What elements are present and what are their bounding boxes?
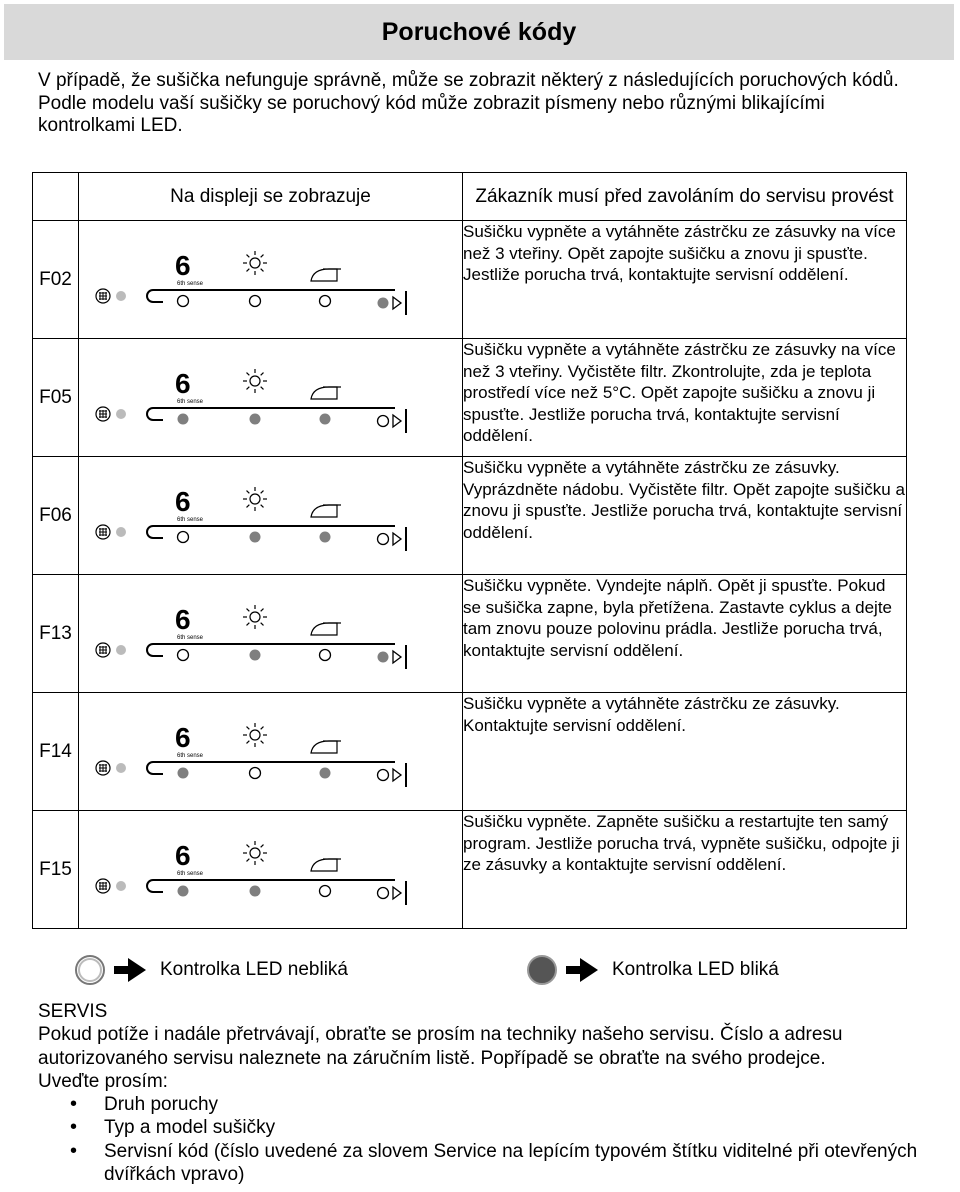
panel-led (178, 295, 189, 306)
sun-icon (243, 251, 267, 275)
start-led (378, 297, 389, 308)
sun-icon (243, 369, 267, 393)
service-heading: SERVIS (38, 1001, 108, 1022)
table-row (33, 811, 907, 929)
sixth-sense-icon (175, 604, 204, 641)
error-codes-table (32, 172, 907, 929)
play-icon (393, 887, 401, 899)
panel-led (178, 413, 189, 424)
table-row (33, 339, 907, 457)
svg-text:6: 6 (175, 367, 191, 399)
panel-led (178, 767, 189, 778)
panel-led (178, 531, 189, 542)
error-code: F02 (33, 221, 79, 339)
display-cell (79, 457, 463, 575)
legend-off-label: Kontrolka LED nebliká (160, 959, 348, 980)
display-cell (79, 693, 463, 811)
panel-led (250, 295, 261, 306)
panel-led (250, 767, 261, 778)
sun-icon (243, 841, 267, 865)
header-code-cell (33, 173, 79, 221)
display-cell (79, 339, 463, 457)
list-item: • Typ a model sušičky (38, 1116, 918, 1139)
panel-led (320, 413, 331, 424)
display-panel (95, 245, 425, 315)
status-dot (116, 645, 126, 655)
sense-label: 6th sense (177, 870, 204, 877)
sense-label: 6th sense (177, 280, 204, 287)
legend-on (524, 952, 779, 988)
list-item: • Servisní kód (číslo uvedené za slovem Service na lepícím typovém štítku viditelné při otevřených dvířkách vpravo) (38, 1140, 918, 1187)
service-section (38, 1000, 918, 1186)
panel-led (320, 531, 331, 542)
table-row (33, 221, 907, 339)
svg-text:6: 6 (175, 839, 191, 871)
panel-led (250, 885, 261, 896)
sixth-sense-icon (175, 486, 204, 523)
status-dot (116, 291, 126, 301)
error-description: Sušičku vypněte a vytáhněte zástrčku ze zásuvky na více než 3 vteřiny. Opět zapojte sušičku a znovu ji spusťte. Jestliže porucha trvá, kontaktujte servisní oddělení. (463, 221, 907, 339)
page-title: Poruchové kódy (381, 17, 577, 46)
error-description: Sušičku vypněte a vytáhněte zástrčku ze zásuvky na více než 3 vteřiny. Vyčistěte filtr. Zkontrolujte, zda je teplota prostředí více než 5°C. Opět zapojte sušičku a znovu ji spusťte. Jestliže porucha trvá, kontaktujte servisní oddělení. (463, 339, 907, 457)
error-description: Sušičku vypněte a vytáhněte zástrčku ze zásuvky. Kontaktujte servisní oddělení. (463, 693, 907, 811)
error-description: Sušičku vypněte. Vyndejte náplň. Opět ji spusťte. Pokud se sušička zapne, byla přetížena. Zastavte cyklus a dejte tam znovu pouze polovinu prádla. Jestliže porucha trvá, kontaktujte servisní oddělení. (463, 575, 907, 693)
start-led (378, 651, 389, 662)
display-panel (95, 835, 425, 905)
panel-led (250, 649, 261, 660)
display-cell (79, 221, 463, 339)
panel-led (320, 649, 331, 660)
svg-text:6: 6 (175, 603, 191, 635)
error-code: F15 (33, 811, 79, 929)
header-display: Na displeji se zobrazuje (79, 173, 463, 221)
status-dot (116, 409, 126, 419)
grid-icon (96, 289, 110, 303)
grid-icon (96, 761, 110, 775)
sixth-sense-icon (175, 840, 204, 877)
sixth-sense-icon (175, 722, 204, 759)
play-icon (393, 651, 401, 663)
panel-led (250, 413, 261, 424)
iron-icon (311, 269, 341, 281)
panel-led (178, 649, 189, 660)
svg-text:6: 6 (175, 721, 191, 753)
iron-icon (311, 505, 341, 517)
service-list-intro: Uveďte prosím: (38, 1070, 168, 1092)
title-bar (4, 4, 954, 60)
led-legend (72, 952, 872, 988)
sense-label: 6th sense (177, 634, 204, 641)
sense-label: 6th sense (177, 752, 204, 759)
list-item: • Druh poruchy (38, 1093, 918, 1116)
play-icon (393, 769, 401, 781)
display-panel (95, 363, 425, 433)
panel-led (320, 885, 331, 896)
service-list (38, 1093, 918, 1186)
start-led (378, 887, 389, 898)
grid-icon (96, 879, 110, 893)
status-dot (116, 527, 126, 537)
play-icon (393, 415, 401, 427)
display-panel (95, 599, 425, 669)
sun-icon (243, 605, 267, 629)
panel-led (250, 531, 261, 542)
led-on-icon (524, 952, 600, 988)
legend-off (72, 952, 348, 988)
sixth-sense-icon (175, 368, 204, 405)
display-panel (95, 717, 425, 787)
iron-icon (311, 387, 341, 399)
table-row (33, 693, 907, 811)
play-icon (393, 533, 401, 545)
panel-led (320, 295, 331, 306)
grid-icon (96, 643, 110, 657)
display-panel (95, 481, 425, 551)
start-led (378, 533, 389, 544)
iron-icon (311, 741, 341, 753)
display-cell (79, 575, 463, 693)
sixth-sense-icon (175, 250, 204, 287)
grid-icon (96, 525, 110, 539)
status-dot (116, 763, 126, 773)
start-led (378, 415, 389, 426)
led-off-icon (72, 952, 148, 988)
sense-label: 6th sense (177, 398, 204, 405)
iron-icon (311, 859, 341, 871)
table-row (33, 575, 907, 693)
table-row (33, 457, 907, 575)
service-text: Pokud potíže i nadále přetrvávají, obraťte se prosím na techniky našeho servisu. Číslo a adresu autorizovaného servisu naleznete na záručním listě. Popřípadě se obraťte na svého prodejce. (38, 1024, 843, 1069)
error-code: F05 (33, 339, 79, 457)
sense-label: 6th sense (177, 516, 204, 523)
status-dot (116, 881, 126, 891)
error-code: F06 (33, 457, 79, 575)
header-customer: Zákazník musí před zavoláním do servisu provést (463, 173, 907, 221)
panel-led (320, 767, 331, 778)
panel-led (178, 885, 189, 896)
start-led (378, 769, 389, 780)
error-description: Sušičku vypněte a vytáhněte zástrčku ze zásuvky. Vyprázdněte nádobu. Vyčistěte filtr. Opět zapojte sušičku a znovu ji spusťte. Jestliže porucha trvá, kontaktujte servisní oddělení. (463, 457, 907, 575)
legend-on-label: Kontrolka LED bliká (612, 959, 779, 980)
error-description: Sušičku vypněte. Zapněte sušičku a restartujte ten samý program. Jestliže porucha trvá, vypněte sušičku, odpojte ji ze zásuvky a kontaktujte servisní oddělení. (463, 811, 907, 929)
display-cell (79, 811, 463, 929)
error-code: F13 (33, 575, 79, 693)
iron-icon (311, 623, 341, 635)
svg-text:6: 6 (175, 485, 191, 517)
sun-icon (243, 723, 267, 747)
intro-paragraph: V případě, že sušička nefunguje správně, může se zobrazit některý z následujících poruchových kódů. Podle modelu vaší sušičky se poruchový kód může zobrazit písmeny nebo různými blikajícími kontrolkami LED. (38, 70, 899, 136)
grid-icon (96, 407, 110, 421)
sun-icon (243, 487, 267, 511)
play-icon (393, 297, 401, 309)
error-code: F14 (33, 693, 79, 811)
svg-text:6: 6 (175, 249, 191, 281)
